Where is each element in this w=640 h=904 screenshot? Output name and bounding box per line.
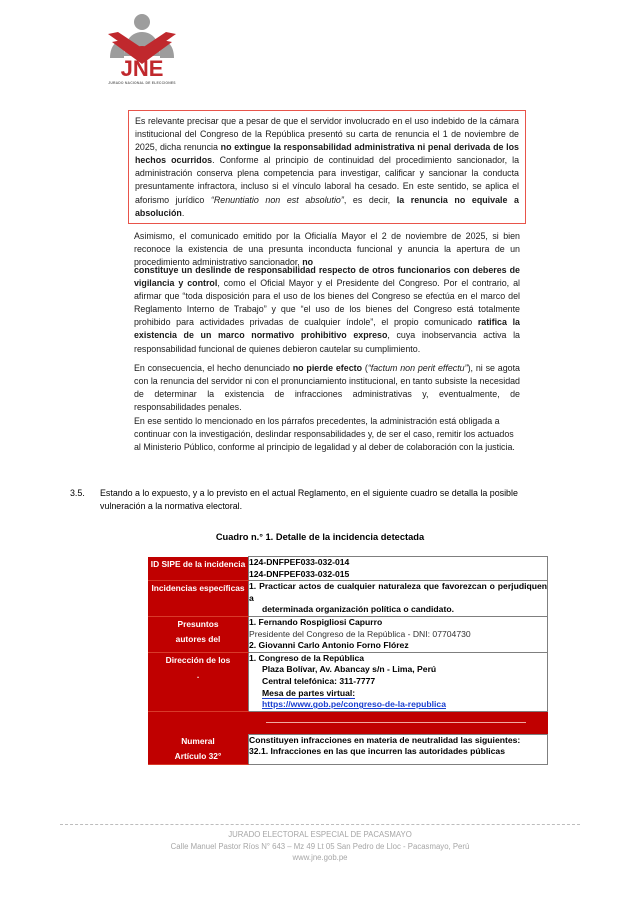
- text-run: , como el Oficial Mayor y el Presidente del Congreso. Por el contrario, al afirmar que “toda disposición para el uso de los bienes del Congreso se efectúa en el marco del Reglamento Interno de Trabajo” y que “el uso de los bienes del Congreso está totalmente prohibido para actividades privadas de cualquier índole”, el propio comunicado: [134, 278, 520, 328]
- table-row-value: [249, 734, 548, 765]
- table-value-line: [249, 688, 547, 700]
- table-value-line: [249, 699, 547, 711]
- paragraph-5: [134, 415, 520, 454]
- text-run: Asimismo, el comunicado emitido por la Oficialía Mayor el 2 de noviembre de 2025, si bien reconoce la existencia de una presunta inconducta funcional y anuncia la apertura de un procedimiento administrativo sancionador,: [134, 231, 520, 268]
- text-run: (: [362, 363, 368, 373]
- clause-3-5: [70, 487, 550, 513]
- table-row-value: [249, 652, 548, 711]
- footer-line-2: Calle Manuel Pastor Ríos N° 643 – Mz 49 Lt 05 San Pedro de Lloc - Pacasmayo, Perú: [170, 841, 470, 851]
- text-run: la renuncia no equivale a absolución: [135, 194, 519, 218]
- table-value-line: 1. Practicar actos de cualquier naturaleza que favorezcan o perjudiquen a: [249, 581, 547, 603]
- clause-text: Estando a lo expuesto, y a lo previsto en el actual Reglamento, en el siguiente cuadro se detalla la posible vulneración a la normativa electoral.: [100, 488, 518, 512]
- paragraph-4: [134, 362, 520, 414]
- jne-logo-subtitle: JURADO NACIONAL DE ELECCIONES: [108, 81, 176, 85]
- text-run: no: [302, 257, 314, 268]
- jne-logo-acronym: JNE: [120, 56, 164, 81]
- table-value-line: 32.1. Infracciones en las que incurren las autoridades públicas: [249, 746, 505, 757]
- table-row-label-line: Presuntos: [177, 618, 219, 629]
- text-run: constituye un deslinde de responsabilidad respecto de otros funcionarios con deberes de vigilancia y control: [134, 265, 520, 289]
- table-row: [148, 652, 548, 711]
- mesa-de-partes-link[interactable]: https://www.gob.pe/congreso-de-la-republica: [262, 699, 446, 710]
- text-run: Es relevante precisar que a pesar de que el servidor involucrado en el uso indebido de la cámara institucional del Congreso de la República presentó su carta de renuncia el 1 de noviembre de 2025, dicha renuncia: [135, 116, 519, 153]
- text-run: . Conforme al principio de continuidad del procedimiento sancionador, la administración conserva plena competencia para investigar, calificar y sancionar la conducta presuntamente infractora, incluso si el vínculo laboral ha cesado. En este sentido, se aplica el aforismo jurídico: [135, 155, 520, 205]
- footer-line-1: JURADO ELECTORAL ESPECIAL DE PACASMAYO: [228, 830, 412, 839]
- table-spacer-hairline: [266, 722, 526, 723]
- table-value-line: 124-DNFPEF033-032-015: [249, 568, 350, 579]
- text-run: no pierde efecto: [292, 363, 363, 373]
- table-row-value: [249, 557, 548, 581]
- table-value-line: Central telefónica: 311-7777: [262, 675, 376, 686]
- incidencia-table-body: [148, 557, 548, 765]
- table-value-line: 1. Fernando Rospigliosi Capurro: [249, 616, 383, 627]
- footer-line-3: www.jne.gob.pe: [292, 853, 348, 862]
- table-spacer-cell: [148, 711, 548, 734]
- text-run: ratifica la existencia de un marco normativo prohibitivo expreso: [134, 317, 520, 341]
- table-row-label: [148, 652, 249, 711]
- jne-logo-icon: [98, 12, 186, 90]
- table-row-value: [249, 616, 548, 652]
- table-row-label: [148, 734, 249, 765]
- text-run: .: [181, 207, 185, 218]
- table-row-label-line: Incidencias específicas: [151, 583, 245, 594]
- text-run: , cuya inobservancia activa la responsabilidad funcional de quienes debieron cautelar su cumplimiento.: [134, 330, 520, 354]
- table-spacer-row: [148, 711, 548, 734]
- paragraph-4-wrap: [128, 362, 526, 414]
- paragraph-boxed: [135, 115, 519, 220]
- text-run: no extingue la responsabilidad administrativa ni penal derivada de los hechos ocurridos: [135, 142, 519, 166]
- table-row-label: [148, 616, 249, 652]
- mesa-de-partes-label: Mesa de partes virtual:: [262, 687, 356, 698]
- clause-number: 3.5.: [70, 488, 85, 498]
- table-value-line: Plaza Bolívar, Av. Abancay s/n - Lima, Perú: [262, 664, 437, 675]
- text-run: “Renuntiatio non est absolutio”: [210, 194, 344, 205]
- table-row-label-line: autores del: [175, 633, 221, 644]
- paragraph-5-wrap: [128, 415, 526, 454]
- paragraph-3-wrap: [128, 264, 526, 356]
- table-value-line: determinada organización política o candidato.: [262, 604, 454, 615]
- table-row: [148, 616, 548, 652]
- text-run: , es decir,: [343, 194, 397, 205]
- text-run: En ese sentido lo mencionado en los párrafos precedentes, la administración está obligada a continuar con la investigación, deslindar responsabilidades y, de ser el caso, remitir los actuados al Ministerio Público, conforme al principio de legalidad y al deber de colaboración con la justicia.: [134, 416, 515, 453]
- paragraph-3: [134, 264, 520, 356]
- table-row-label: [148, 557, 249, 581]
- text-run: En consecuencia, el hecho denunciado: [134, 363, 293, 373]
- incidencia-table: [148, 556, 548, 765]
- table-caption: Cuadro n.° 1. Detalle de la incidencia detectada: [215, 532, 425, 542]
- table-value-line: 2. Giovanni Carlo Antonio Forno Flórez: [249, 640, 409, 651]
- table-row-label-line: Numeral: [181, 736, 215, 747]
- table-row: [148, 557, 548, 581]
- table-row-label-line: Artículo 32°: [174, 751, 222, 762]
- table-value-line: Presidente del Congreso de la República - DNI: 07704730: [249, 628, 471, 639]
- footer-divider: [60, 824, 580, 825]
- table-row: [148, 734, 548, 765]
- table-value-line: 124-DNFPEF033-032-014: [249, 557, 350, 567]
- page-header: [0, 0, 640, 100]
- table-row-label-line: ID SIPE de la incidencia: [150, 558, 246, 569]
- page-footer: [0, 824, 640, 864]
- table-value-line: Constituyen infracciones en materia de neutralidad las siguientes:: [249, 734, 521, 745]
- table-row: [148, 581, 548, 617]
- table-row-label-line: .: [196, 669, 200, 680]
- table-row-label: [148, 581, 249, 617]
- table-value-line: 1. Congreso de la República: [249, 652, 365, 663]
- table-row-value: [249, 581, 548, 617]
- table-row-label-line: Dirección de los: [165, 654, 231, 665]
- text-run: ), ni se agota con la renuncia del servidor ni con el pronunciamiento institucional, en tanto subsiste la necesidad de determinar la existencia de infracciones administrativas y, eventualmente, de responsabilidades penales.: [134, 363, 520, 413]
- text-run: “factum non perit effectu”: [367, 363, 468, 373]
- jne-logo: [98, 12, 186, 90]
- highlighted-paragraph-box: [128, 110, 526, 224]
